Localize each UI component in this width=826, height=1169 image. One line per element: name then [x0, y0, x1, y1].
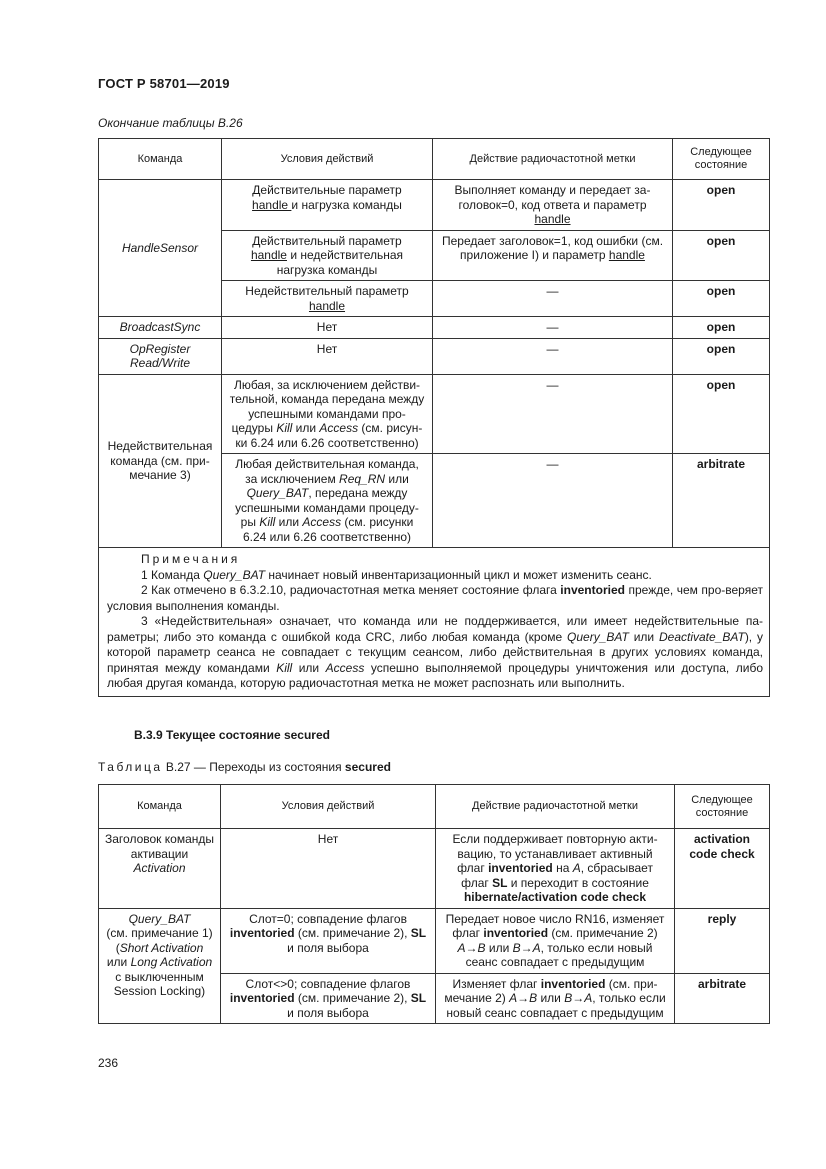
table-b27-caption: Таблица В.27 — Переходы из состояния secured: [98, 760, 391, 774]
document-header: ГОСТ Р 58701—2019: [98, 76, 230, 91]
conditions-cell: Нет: [222, 317, 433, 339]
action-cell: Передает новое число RN16, изменяет флаг inventoried (см. примечание 2) A→B или B→A, только если новый сеанс совпадает с предыдущим: [436, 908, 675, 973]
section-heading: В.3.9 Текущее состояние secured: [134, 728, 330, 742]
page-number: 236: [98, 1056, 119, 1070]
conditions-cell: Действительный параметр handle и недействительная нагрузка команды: [222, 230, 433, 281]
conditions-cell: Нет: [222, 338, 433, 374]
next-state-cell: open: [673, 180, 770, 231]
action-cell: Изменяет флаг inventoried (см. при-мечание 2) A→B или B→A, только если новый сеанс совпадает с предыдущим: [436, 973, 675, 1024]
table-row: [99, 374, 770, 454]
notes-row: [99, 548, 770, 697]
column-header-command: Команда: [99, 139, 222, 180]
conditions-cell: Действительные параметр handle и нагрузка команды: [222, 180, 433, 231]
note-3: 3 «Недействительная» означает, что команда или не поддерживается, или имеет недействительные па-раметры; либо это команда с ошибкой кода CRC, либо любая команда (кроме Query_BAT или Deactivate_BAT), у которой параметр сеанса не совпадает с текущим сеансом, либо действительная в других условиях команда, принятая между командами Kill или Access успешно выполняемой процедуры уничтожения или доступа, либо любая другая команда, которую радиочастотная метка не может распознать или выполнить.: [107, 614, 764, 690]
table-row: [99, 908, 770, 973]
next-state-cell: open: [673, 374, 770, 454]
action-cell: —: [433, 317, 673, 339]
column-header-conditions: Условия действий: [222, 139, 433, 180]
next-state-cell: open: [673, 338, 770, 374]
notes-title: Примечания: [141, 552, 241, 566]
column-header-conditions: Условия действий: [221, 785, 436, 829]
conditions-cell: Слот<>0; совпадение флагов inventoried (см. примечание 2), SL и поля выбора: [221, 973, 436, 1024]
conditions-cell: Нет: [221, 829, 436, 909]
table-b26-continuation: [98, 138, 770, 697]
table-row: [99, 338, 770, 374]
next-state-cell: open: [673, 230, 770, 281]
command-cell-invalid: Недействительная команда (см. при-мечание 3): [99, 374, 222, 548]
column-header-command: Команда: [99, 785, 221, 829]
table-row: [99, 317, 770, 339]
action-cell: —: [433, 281, 673, 317]
next-state-cell: arbitrate: [675, 973, 770, 1024]
table-row: [99, 180, 770, 231]
conditions-cell: Любая действительная команда, за исключением Req_RN или Query_BAT, передана между успешными командами процеду-ры Kill или Access (см. рисунки 6.24 или 6.26 соответственно): [222, 454, 433, 548]
next-state-cell: arbitrate: [673, 454, 770, 548]
command-cell-opregister: OpRegister Read/Write: [99, 338, 222, 374]
note-2: 2 Как отмечено в 6.3.2.10, радиочастотная метка меняет состояние флага inventoried прежде, чем про-веряет условия выполнения команды.: [107, 583, 763, 613]
next-state-cell: reply: [675, 908, 770, 973]
command-cell-query-bat: Query_BAT (см. примечание 1) (Short Activation или Long Activation с выключенным Session Locking): [99, 908, 221, 1024]
column-header-action: Действие радиочастотной метки: [436, 785, 675, 829]
table-continuation-caption: Окончание таблицы В.26: [98, 116, 243, 130]
column-header-next-state: Следующее состояние: [675, 785, 770, 829]
action-cell: —: [433, 374, 673, 454]
action-cell: Передает заголовок=1, код ошибки (см. приложение I) и параметр handle: [433, 230, 673, 281]
table-header-row: [99, 139, 770, 180]
next-state-cell: open: [673, 281, 770, 317]
table-header-row: [99, 785, 770, 829]
action-cell: Выполняет команду и передает за-головок=0, код ответа и параметр handle: [433, 180, 673, 231]
conditions-cell: Недействительный параметр handle: [222, 281, 433, 317]
command-cell-handlesensor: HandleSensor: [99, 180, 222, 317]
next-state-cell: activation code check: [675, 829, 770, 909]
next-state-cell: open: [673, 317, 770, 339]
conditions-cell: Слот=0; совпадение флагов inventoried (см. примечание 2), SL и поля выбора: [221, 908, 436, 973]
command-cell-activation: Заголовок команды активации Activation: [99, 829, 221, 909]
table-b27: [98, 784, 770, 1024]
column-header-action: Действие радиочастотной метки: [433, 139, 673, 180]
conditions-cell: Любая, за исключением действи-тельной, команда передана между успешными командами про-цедуры Kill или Access (см. рисун-ки 6.24 или 6.26 соответственно): [222, 374, 433, 454]
notes-cell: [99, 548, 770, 697]
note-1: 1 Команда Query_BAT начинает новый инвентаризационный цикл и может изменить сеанс.: [141, 567, 652, 582]
column-header-next-state: Следующее состояние: [673, 139, 770, 180]
table-row: [99, 829, 770, 909]
action-cell: Если поддерживает повторную акти-вацию, то устанавливает активный флаг inventoried на A, сбрасывает флаг SL и переходит в состояние hibernate/activation code check: [436, 829, 675, 909]
action-cell: —: [433, 454, 673, 548]
command-cell-broadcastsync: BroadcastSync: [99, 317, 222, 339]
action-cell: —: [433, 338, 673, 374]
